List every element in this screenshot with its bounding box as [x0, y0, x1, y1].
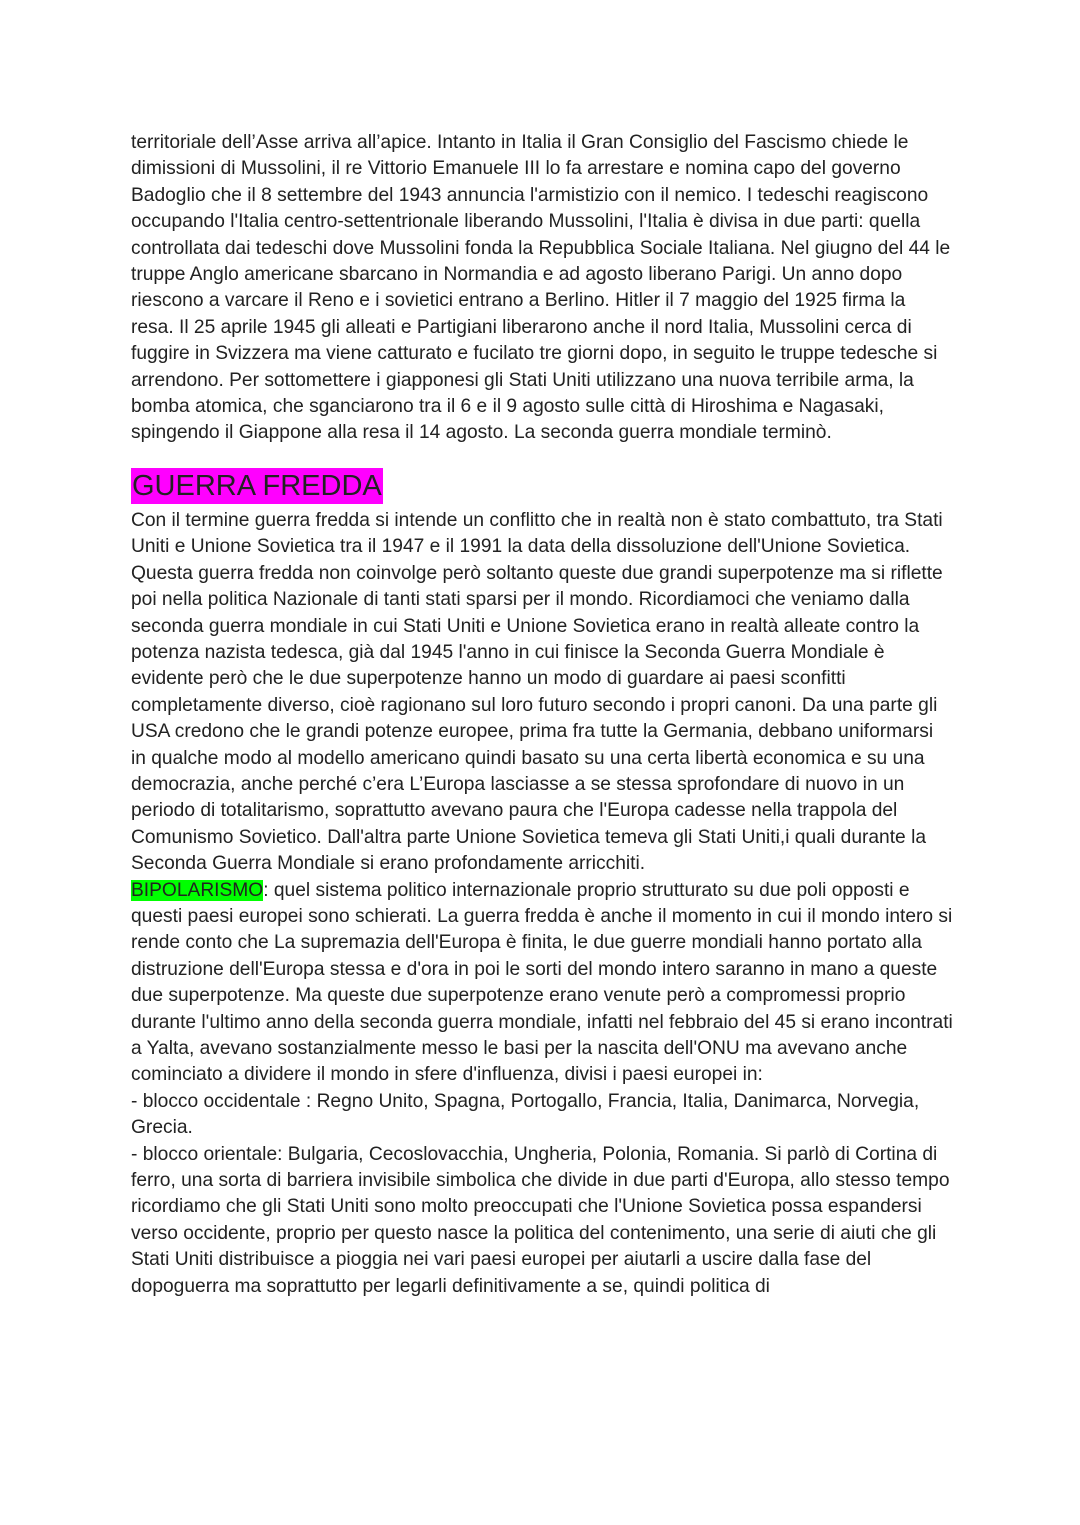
highlighted-term: BIPOLARISMO: [131, 879, 264, 901]
bipolarismo-paragraph: [131, 878, 953, 1089]
section-paragraph: Con il termine guerra fredda si intende un conflitto che in realtà non è stato combattuto, tra Stati Uniti e Unione Sovietica tra il 1947 e il 1991 la data della dissoluzione dell'Unione Sovietica. Questa guerra fredda non coinvolge però soltanto queste due grandi superpotenze ma si riflette poi nella politica Nazionale di tanti stati sparsi per il mondo. Ricordiamoci che veniamo dalla seconda guerra mondiale in cui Stati Uniti e Unione Sovietica erano in realtà alleate contro la potenza nazista tedesca, già dal 1945 l'anno in cui finisce la Seconda Guerra Mondiale è evidente però che le due superpotenze hanno un modo di guardare ai paesi sconfitti completamente diverso, cioè ragionano sul loro futuro secondo i propri canoni. Da una parte gli USA credono che le grandi potenze europee, prima fra tutte la Germania, debbano uniformarsi in qualche modo al modello americano quindi basato su una certa libertà economica e su una democrazia, anche perché c’era L’Europa lasciasse a se stessa sprofondare di nuovo in un periodo di totalitarismo, soprattutto avevano paura che l'Europa cadesse nella trappola del Comunismo Sovietico. Dall'altra parte Unione Sovietica temeva gli Stati Uniti,i quali durante la Seconda Guerra Mondiale si erano profondamente arricchiti.: [131, 509, 943, 875]
term-definition: : quel sistema politico internazionale proprio strutturato su due poli opposti e questi paesi europei sono schierati. La guerra fredda è anche il momento in cui il mondo intero si rende conto che La supremazia dell'Europa è finita, le due guerre mondiali hanno portato alla distruzione dell'Europa stessa e d'ora in poi le sorti del mondo intero saranno in mano a queste due superpotenze. Ma queste due superpotenze erano venute però a compromessi proprio durante l'ultimo anno della seconda guerra mondiale, infatti nel febbraio del 45 si erano incontrati a Yalta, avevano sostanzialmente messo le basi per la nascita dell'ONU ma avevano anche cominciato a dividere il mondo in sfere d'influenza, divisi i paesi europei in:: [131, 879, 953, 1086]
bloc-east-item: - blocco orientale: Bulgaria, Cecoslovacchia, Ungheria, Polonia, Romania. Si parlò di Cortina di ferro, una sorta di barriera invisibile simbolica che divide in due parti d'Europa, allo stesso tempo ricordiamo che gli Stati Uniti sono molto preoccupati che l'Unione Sovietica possa espandersi verso occidente, proprio per questo nasce la politica del contenimento, una serie di aiuti che gli Stati Uniti distribuisce a pioggia nei vari paesi europei per aiutarli a uscire dalla fase del dopoguerra ma soprattutto per legarli definitivamente a se, quindi politica di: [131, 1143, 950, 1297]
section-heading: GUERRA FREDDA: [132, 469, 382, 502]
section-heading-wrapper: [131, 468, 953, 508]
intro-paragraph: territoriale dell’Asse arriva all’apice. Intanto in Italia il Gran Consiglio del Fascismo chiede le dimissioni di Mussolini, il re Vittorio Emanuele III lo fa arrestare e nomina capo del governo Badoglio che il 8 settembre del 1943 annuncia l'armistizio con il nemico. I tedeschi reagiscono occupando l'Italia centro-settentrionale liberando Mussolini, l'Italia è divisa in due parti: quella controllata dai tedeschi dove Mussolini fonda la Repubblica Sociale Italiana. Nel giugno del 44 le truppe Anglo americane sbarcano in Normandia e ad agosto liberano Parigi. Un anno dopo riescono a varcare il Reno e i sovietici entrano a Berlino. Hitler il 7 maggio del 1925 firma la resa. Il 25 aprile 1945 gli alleati e Partigiani liberarono anche il nord Italia, Mussolini cerca di fuggire in Svizzera ma viene catturato e fucilato tre giorni dopo, in seguito le truppe tedesche si arrendono. Per sottomettere i giapponesi gli Stati Uniti utilizzano una nuova terribile arma, la bomba atomica, che sganciarono tra il 6 e il 9 agosto sulle città di Hiroshima e Nagasaki, spingendo il Giappone alla resa il 14 agosto. La seconda guerra mondiale terminò.: [131, 132, 951, 444]
bloc-west-item: - blocco occidentale : Regno Unito, Spagna, Portogallo, Francia, Italia, Danimarca, Norvegia, Grecia.: [131, 1090, 920, 1139]
document-page: [131, 130, 953, 1300]
